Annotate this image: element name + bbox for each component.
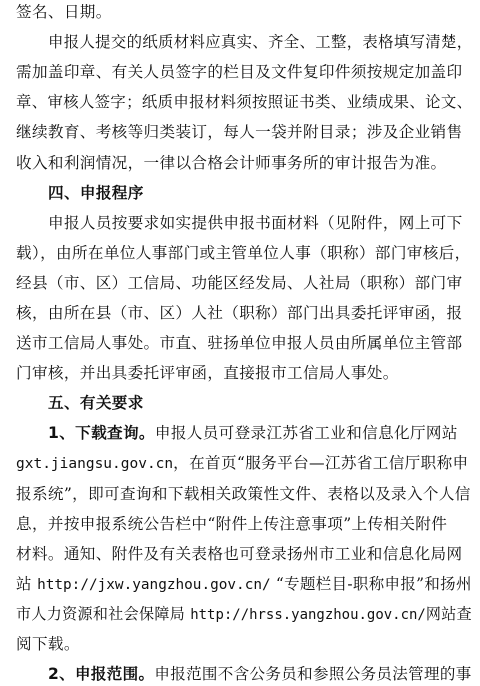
- requirement-1-line-7: [16, 604, 472, 625]
- section-5-heading: 五、有关要求: [48, 394, 144, 413]
- jiangsu-website-link[interactable]: gxt.jiangsu.gov.cn: [16, 456, 174, 473]
- requirement-1-line-6-text: “专题栏目-职称申报”和扬州: [275, 574, 472, 593]
- requirement-1-line-6: [16, 574, 472, 595]
- requirement-1-line-1: [48, 423, 458, 443]
- materials-line-2: 需加盖印章、有关人员签字的栏目及文件复印件须按规定加盖印: [16, 63, 463, 82]
- materials-line-3: 章、审核人签字；纸质申报材料须按照证书类、业绩成果、论文、: [16, 93, 473, 112]
- requirement-2-text: 申报范围不含公务员和参照公务员法管理的事: [154, 665, 472, 683]
- procedure-line-1: 申报人员按要求如实提供申报书面材料（见附件，网上可下: [48, 213, 463, 232]
- procedure-line-4: 核，由所在县（市、区）人社（职称）部门出具委托评审函，报: [16, 303, 463, 322]
- materials-line-5: 收入和利润情况，一律以合格会计师事务所的审计报告为准。: [16, 153, 447, 172]
- requirement-1-line-7-pre: 市人力资源和社会保障局: [16, 604, 186, 623]
- requirement-1-line-2: [16, 453, 468, 474]
- procedure-line-3: 经县（市、区）工信局、功能区经发局、人社局（职称）部门审: [16, 273, 463, 292]
- requirement-1-line-6-pre: 站: [16, 574, 32, 593]
- requirement-1-label: 1、下载查询。: [48, 424, 155, 443]
- yangzhou-hrss-link[interactable]: http://hrss.yangzhou.gov.cn/: [190, 606, 426, 623]
- procedure-line-5: 送市工信局人事处。市直、驻扬单位申报人员由所属单位主管部: [16, 334, 463, 352]
- requirement-1-line-7-text: 网站查: [425, 604, 472, 623]
- materials-line-1: 申报人提交的纸质材料应真实、齐全、工整，表格填写清楚，: [48, 33, 473, 52]
- requirement-1-line-5: 材料。通知、附件及有关表格也可登录扬州市工业和信息化局网: [16, 544, 463, 563]
- sign-date-line: 签名、日期。: [16, 3, 112, 21]
- materials-line-4: 继续教育、考核等归类装订，每人一袋并附目录；涉及企业销售: [16, 123, 463, 142]
- requirement-1-line-4: 息，并按申报系统公告栏中“附件上传注意事项”上传相关附件: [16, 514, 448, 533]
- yangzhou-jxw-link[interactable]: http://jxw.yangzhou.gov.cn/: [37, 576, 271, 593]
- requirement-1-line-3: 报系统”，即可查询和下载相关政策性文件、表格以及录入个人信: [16, 484, 471, 503]
- requirement-2-line-1: [48, 664, 472, 684]
- requirement-1-line-2-text: ，在首页“服务平台—江苏省工信厅职称申: [173, 454, 469, 473]
- section-4-heading: 四、申报程序: [48, 183, 144, 202]
- requirement-1-line-8: 阅下载。: [16, 634, 80, 653]
- requirement-1-text: 申报人员可登录江苏省工业和信息化厅网站: [154, 424, 458, 443]
- requirement-2-label: 2、申报范围。: [48, 665, 155, 683]
- procedure-line-2: 载），由所在单位人事部门或主管单位人事（职称）部门审核后，: [16, 243, 471, 262]
- procedure-line-6: 门审核，并出具委托评审函，直接报市工信局人事处。: [16, 364, 399, 383]
